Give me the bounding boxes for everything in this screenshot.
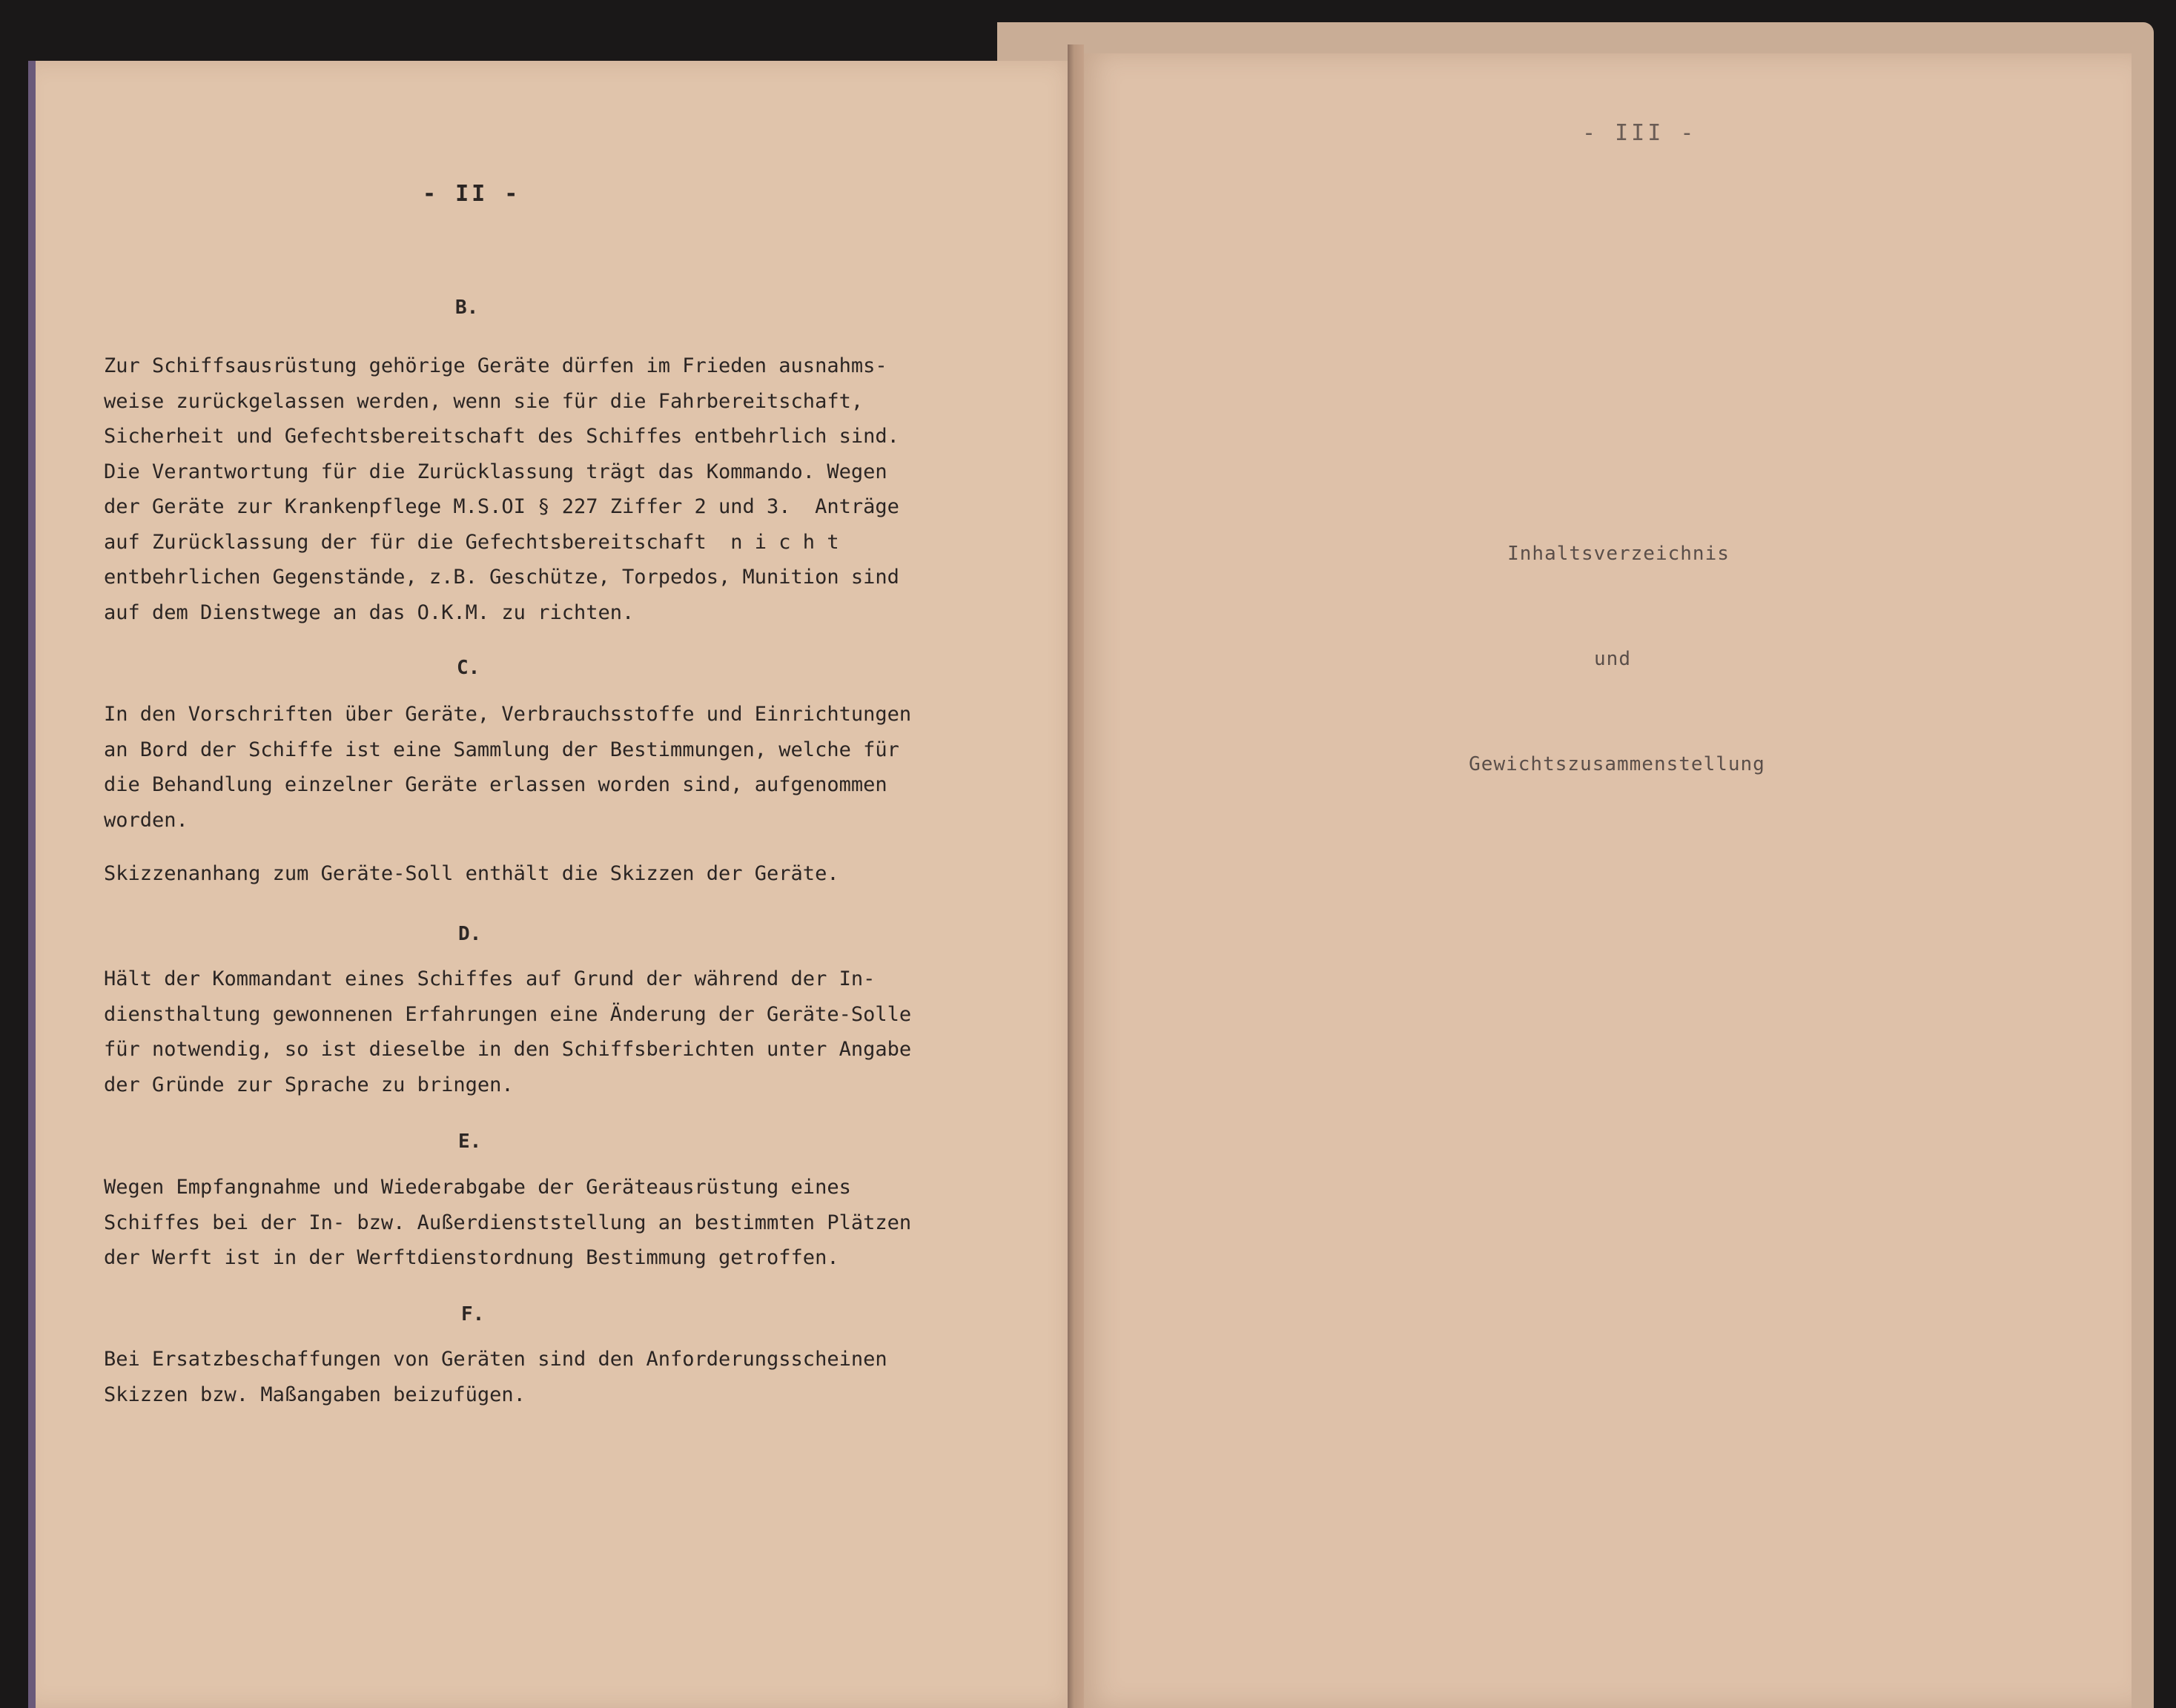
section-heading-d: D. (458, 923, 482, 945)
section-b-paragraph: Zur Schiffsausrüstung gehörige Geräte dürfen im Frieden ausnahms- weise zurückgelassen werden, wenn sie für die Fahrbereitschaft, Sicherheit und Gefechtsbereitschaft des Schiffes entbehrlich sind. Die Verantwortung für die Zurücklassung trägt das Kommando. Wegen der Geräte zur Krankenpflege M.S.OI § 227 Ziffer 2 und 3. Anträge auf Zurücklassung der für die Gefechtsbereitschaft n i c h t entbehrlichen Gegenstände, z.B. Geschütze, Torpedos, Munition sind auf dem Dienstwege an das O.K.M. zu richten. (104, 354, 899, 624)
left-page-number: - II - (423, 181, 521, 207)
section-d-paragraph: Hält der Kommandant eines Schiffes auf Grund der während der In- diensthaltung gewonnenen Erfahrungen eine Änderung der Geräte-Solle für notwendig, so ist dieselbe in den Schiffsberichten unter Angabe der Gründe zur Sprache zu bringen. (104, 967, 912, 1096)
section-heading-b: B. (455, 297, 479, 319)
section-heading-c: C. (457, 657, 480, 679)
section-f-paragraph: Bei Ersatzbeschaffungen von Geräten sind den Anforderungsscheinen Skizzen bzw. Maßangaben beizufügen. (104, 1348, 887, 1406)
right-page (1079, 53, 2132, 1708)
right-title-line-3: Gewichtszusammenstellung (1469, 753, 1765, 775)
right-title-line-1: Inhaltsverzeichnis (1507, 543, 1730, 565)
section-heading-f: F. (461, 1303, 485, 1325)
book-gutter (1068, 44, 1084, 1708)
section-e-paragraph: Wegen Empfangnahme und Wiederabgabe der Geräteausrüstung eines Schiffes bei der In- bzw. Außerdienststellung an bestimmten Plätzen der Werft ist in der Werftdienstordnung Bestimmung getroffen. (104, 1176, 912, 1269)
section-heading-e: E. (458, 1131, 482, 1153)
right-title-line-2: und (1594, 648, 1631, 670)
section-c-paragraph-2: Skizzenanhang zum Geräte-Soll enthält die Skizzen der Geräte. (104, 862, 839, 885)
section-c-paragraph-1: In den Vorschriften über Geräte, Verbrauchsstoffe und Einrichtungen an Bord der Schiffe ist eine Sammlung der Bestimmungen, welche für die Behandlung einzelner Geräte erlassen worden sind, aufgenommen worden. (104, 703, 912, 832)
right-page-number: - III - (1582, 120, 1697, 146)
